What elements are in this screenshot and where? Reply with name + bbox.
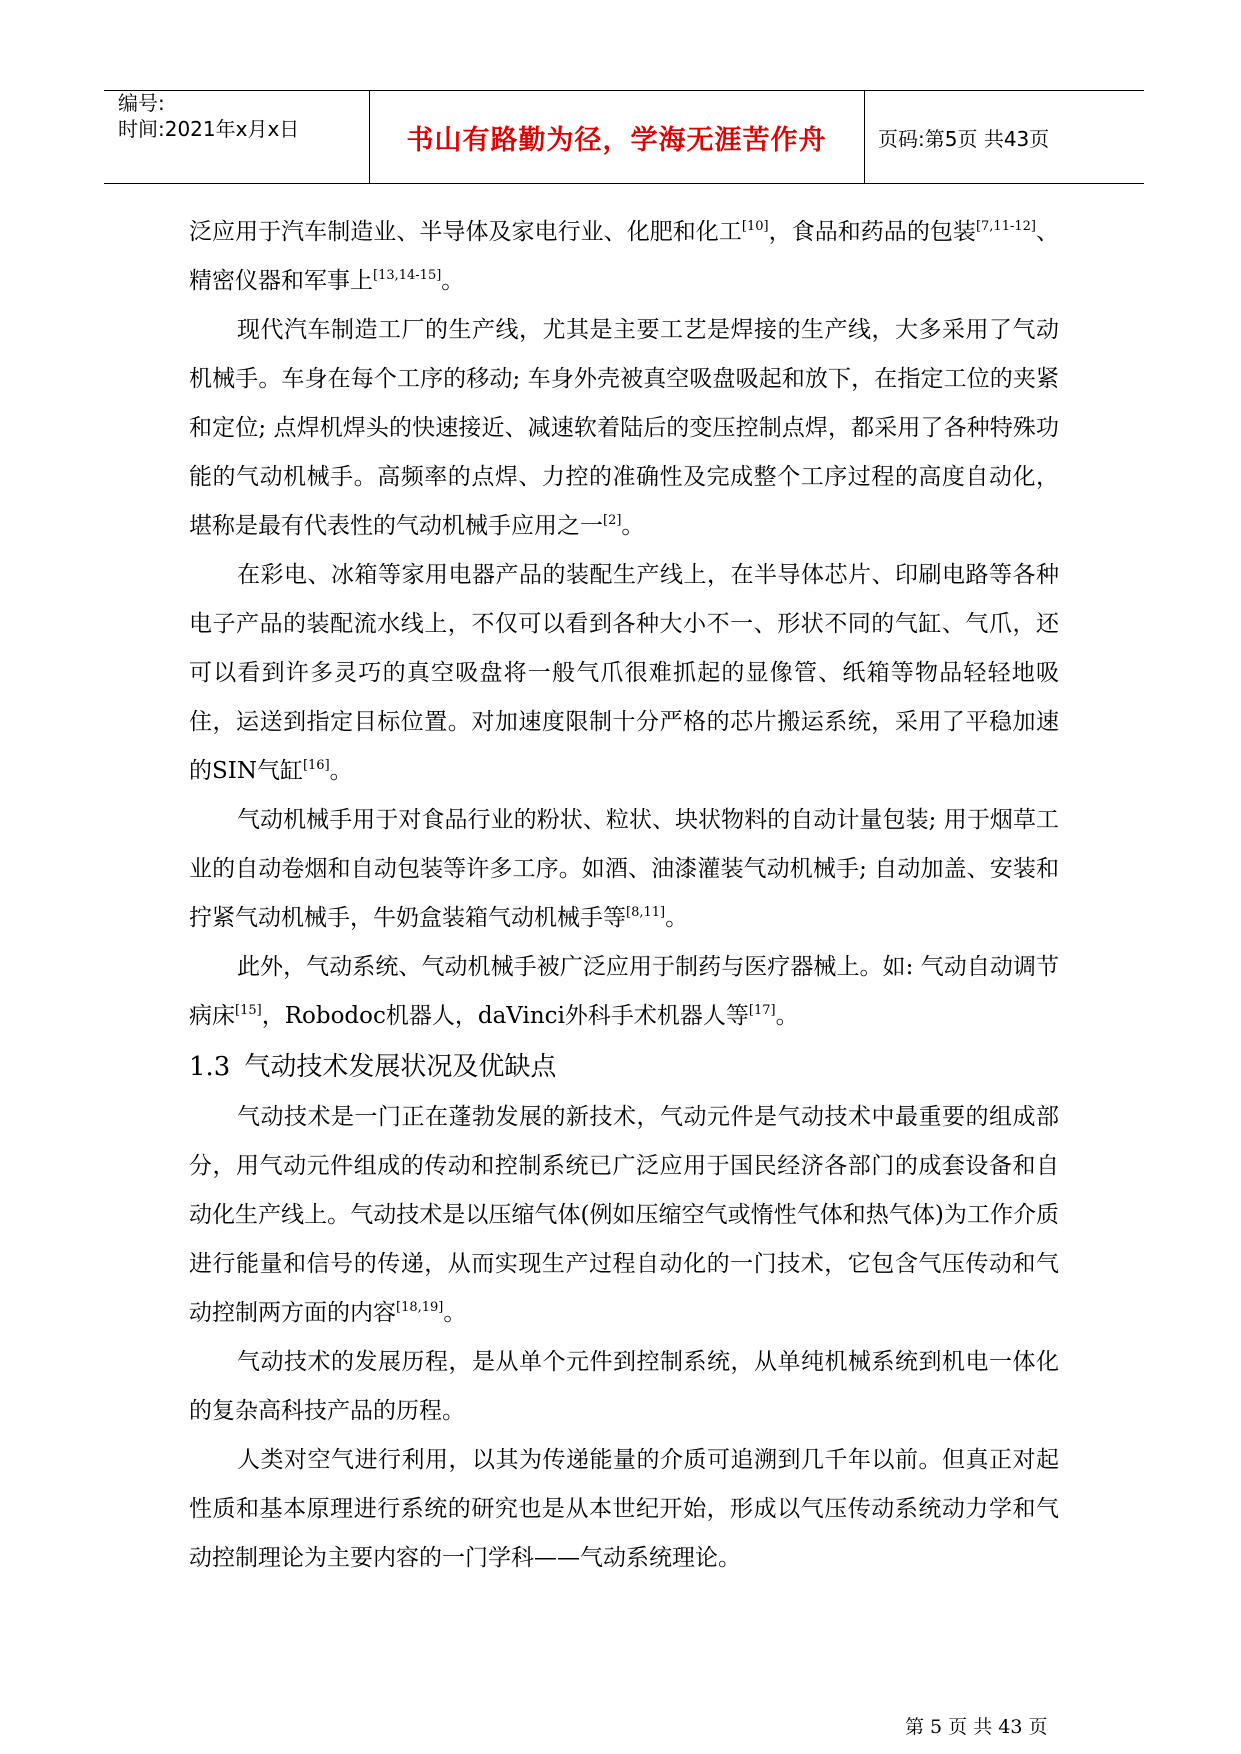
header-page-code: 页码:第5页 共43页: [878, 126, 1050, 151]
paragraph: [189, 1436, 1059, 1583]
paragraph-text: 现代汽车制造工厂的生产线，尤其是主要工艺是焊接的生产线，大多采用了气动机械手。车身在每个工序的移动; 车身外壳被真空吸盘吸起和放下，在指定工位的夹紧和定位; 点焊机焊头的快速接近、减速软着陆后的变压控制点焊，都采用了各种特殊功能的气动机械手。高频率的点焊、力控的准确性及完成整个工序过程的高度自动化，堪称是最有代表性的气动机械手应用之一: [189, 317, 1059, 539]
paragraph-text: ，Robodoc机器人，daVinci外科手术机器人等: [261, 1003, 749, 1029]
header-motto-cell: [369, 91, 865, 183]
header-page-cell: [864, 91, 1144, 183]
document-time-label: 时间:2021年x月x日: [118, 117, 300, 141]
page-header: [104, 90, 1144, 184]
paragraph-text: 气动技术是一门正在蓬勃发展的新技术，气动元件是气动技术中最重要的组成部分，用气动元件组成的传动和控制系统已广泛应用于国民经济各部门的成套设备和自动化生产线上。气动技术是以压缩气体(例如压缩空气或惰性气体和热气体)为工作介质进行能量和信号的传递，从而实现生产过程自动化的一门技术，它包含气压传动和气动控制两方面的内容: [189, 1104, 1059, 1326]
paragraph: [189, 796, 1059, 943]
paragraph-text: 、精密仪器和军事上: [189, 219, 1060, 294]
paragraph-text: 。: [443, 1300, 467, 1326]
paragraph-text: 。: [329, 758, 353, 784]
paragraph: [189, 943, 1059, 1041]
citation-reference: [16]: [302, 758, 330, 773]
paragraph-text: 。: [665, 905, 689, 931]
paragraph-text: 在彩电、冰箱等家用电器产品的装配生产线上，在半导体芯片、印刷电路等各种电子产品的装配流水线上，不仅可以看到各种大小不一、形状不同的气缸、气爪，还可以看到许多灵巧的真空吸盘将一般气爪很难抓起的显像管、纸箱等物品轻轻地吸住，运送到指定目标位置。对加速度限制十分严格的芯片搬运系统，采用了平稳加速的SIN气缸: [189, 562, 1059, 784]
paragraph: [189, 306, 1059, 551]
paragraph-text: 气动机械手用于对食品行业的粉状、粒状、块状物料的自动计量包装; 用于烟草工业的自动卷烟和自动包装等许多工序。如酒、油漆灌装气动机械手; 自动加盖、安装和拧紧气动机械手，牛奶盒装箱气动机械手等: [189, 807, 1059, 931]
paragraph-text: 。: [775, 1003, 799, 1029]
paragraph-text: 。: [441, 268, 465, 294]
document-body: [189, 208, 1059, 1583]
citation-reference: [17]: [748, 1003, 776, 1018]
citation-reference: [2]: [603, 513, 622, 528]
header-motto: 书山有路勤为径，学海无涯苦作舟: [406, 124, 827, 156]
citation-reference: [18,19]: [396, 1300, 444, 1315]
document-number-label: 编号:: [118, 91, 165, 115]
paragraph: [189, 1093, 1059, 1338]
paragraph-text: 气动技术的发展历程，是从单个元件到控制系统，从单纯机械系统到机电一体化的复杂高科技产品的历程。: [189, 1349, 1059, 1424]
paragraph-text: ，食品和药品的包装: [768, 219, 976, 245]
citation-reference: [10]: [741, 219, 769, 234]
section-heading: [189, 1041, 1059, 1093]
paragraph-text: 。: [621, 513, 645, 539]
paragraph: [189, 551, 1059, 796]
header-info-cell: [104, 91, 370, 183]
section-number: 1.3: [189, 1052, 231, 1082]
page-footer: 第 5 页 共 43 页: [905, 1716, 1048, 1738]
citation-reference: [7,11-12]: [975, 219, 1036, 234]
citation-reference: [15]: [235, 1003, 262, 1018]
paragraph-text: 此外，气动系统、气动机械手被广泛应用于制药与医疗器械上。如: 气动自动调节病床: [189, 954, 1059, 1029]
paragraph: [189, 208, 1059, 306]
section-title: 气动技术发展状况及优缺点: [244, 1052, 557, 1082]
paragraph: [189, 1338, 1059, 1436]
citation-reference: [8,11]: [626, 905, 666, 920]
paragraph-text: 泛应用于汽车制造业、半导体及家电行业、化肥和化工: [189, 219, 742, 245]
citation-reference: [13,14-15]: [373, 268, 442, 283]
paragraph-text: 人类对空气进行利用，以其为传递能量的介质可追溯到几千年以前。但真正对起性质和基本原理进行系统的研究也是从本世纪开始，形成以气压传动系统动力学和气动控制理论为主要内容的一门学科——气动系统理论。: [189, 1447, 1059, 1571]
